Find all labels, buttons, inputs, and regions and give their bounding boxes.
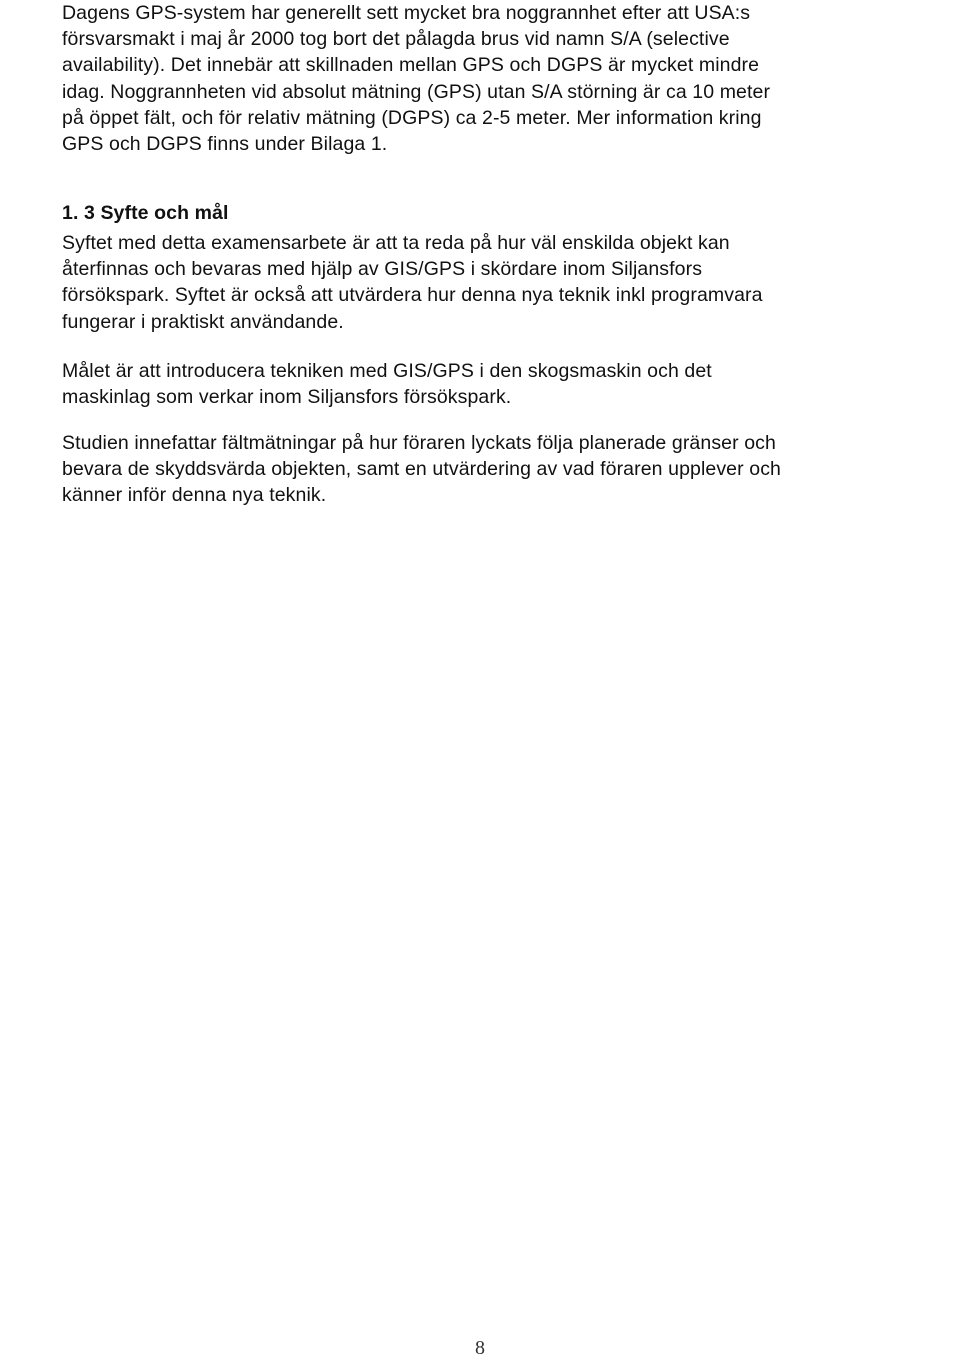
paragraph-line: GPS och DGPS finns under Bilaga 1. (62, 133, 388, 156)
section-heading: 1. 3 Syfte och mål (62, 202, 229, 224)
paragraph-line: idag. Noggrannheten vid absolut mätning (GPS) utan S/A störning är ca 10 meter (62, 80, 771, 103)
intro-paragraph (62, 0, 902, 157)
paragraph-line: återfinnas och bevaras med hjälp av GIS/GPS i skördare inom Siljansfors (62, 258, 703, 281)
paragraph-line: maskinlag som verkar inom Siljansfors försökspark. (62, 386, 512, 409)
paragraph-line: Dagens GPS-system har generellt sett mycket bra noggrannhet efter att USA:s (62, 2, 751, 24)
paragraph-line: på öppet fält, och för relativ mätning (DGPS) ca 2-5 meter. Mer information kring (62, 106, 762, 129)
paragraph-line: känner inför denna nya teknik. (62, 484, 327, 507)
paragraph-line: försökspark. Syftet är också att utvärdera hur denna nya teknik inkl programvara (62, 284, 763, 307)
paragraph-line: availability). Det innebär att skillnaden mellan GPS och DGPS är mycket mindre (62, 54, 760, 77)
study-paragraph (62, 430, 902, 509)
goal-paragraph (62, 358, 902, 410)
purpose-paragraph (62, 230, 902, 335)
paragraph-line: Syftet med detta examensarbete är att ta reda på hur väl enskilda objekt kan (62, 232, 730, 254)
page-number: 8 (475, 1337, 485, 1359)
paragraph-line: fungerar i praktiskt användande. (62, 310, 344, 333)
paragraph-line: bevara de skyddsvärda objekten, samt en utvärdering av vad föraren upplever och (62, 458, 781, 481)
paragraph-line: försvarsmakt i maj år 2000 tog bort det pålagda brus vid namn S/A (selective (62, 28, 730, 51)
paragraph-line: Målet är att introducera tekniken med GIS/GPS i den skogsmaskin och det (62, 360, 712, 382)
paragraph-line: Studien innefattar fältmätningar på hur föraren lyckats följa planerade gränser och (62, 432, 776, 454)
